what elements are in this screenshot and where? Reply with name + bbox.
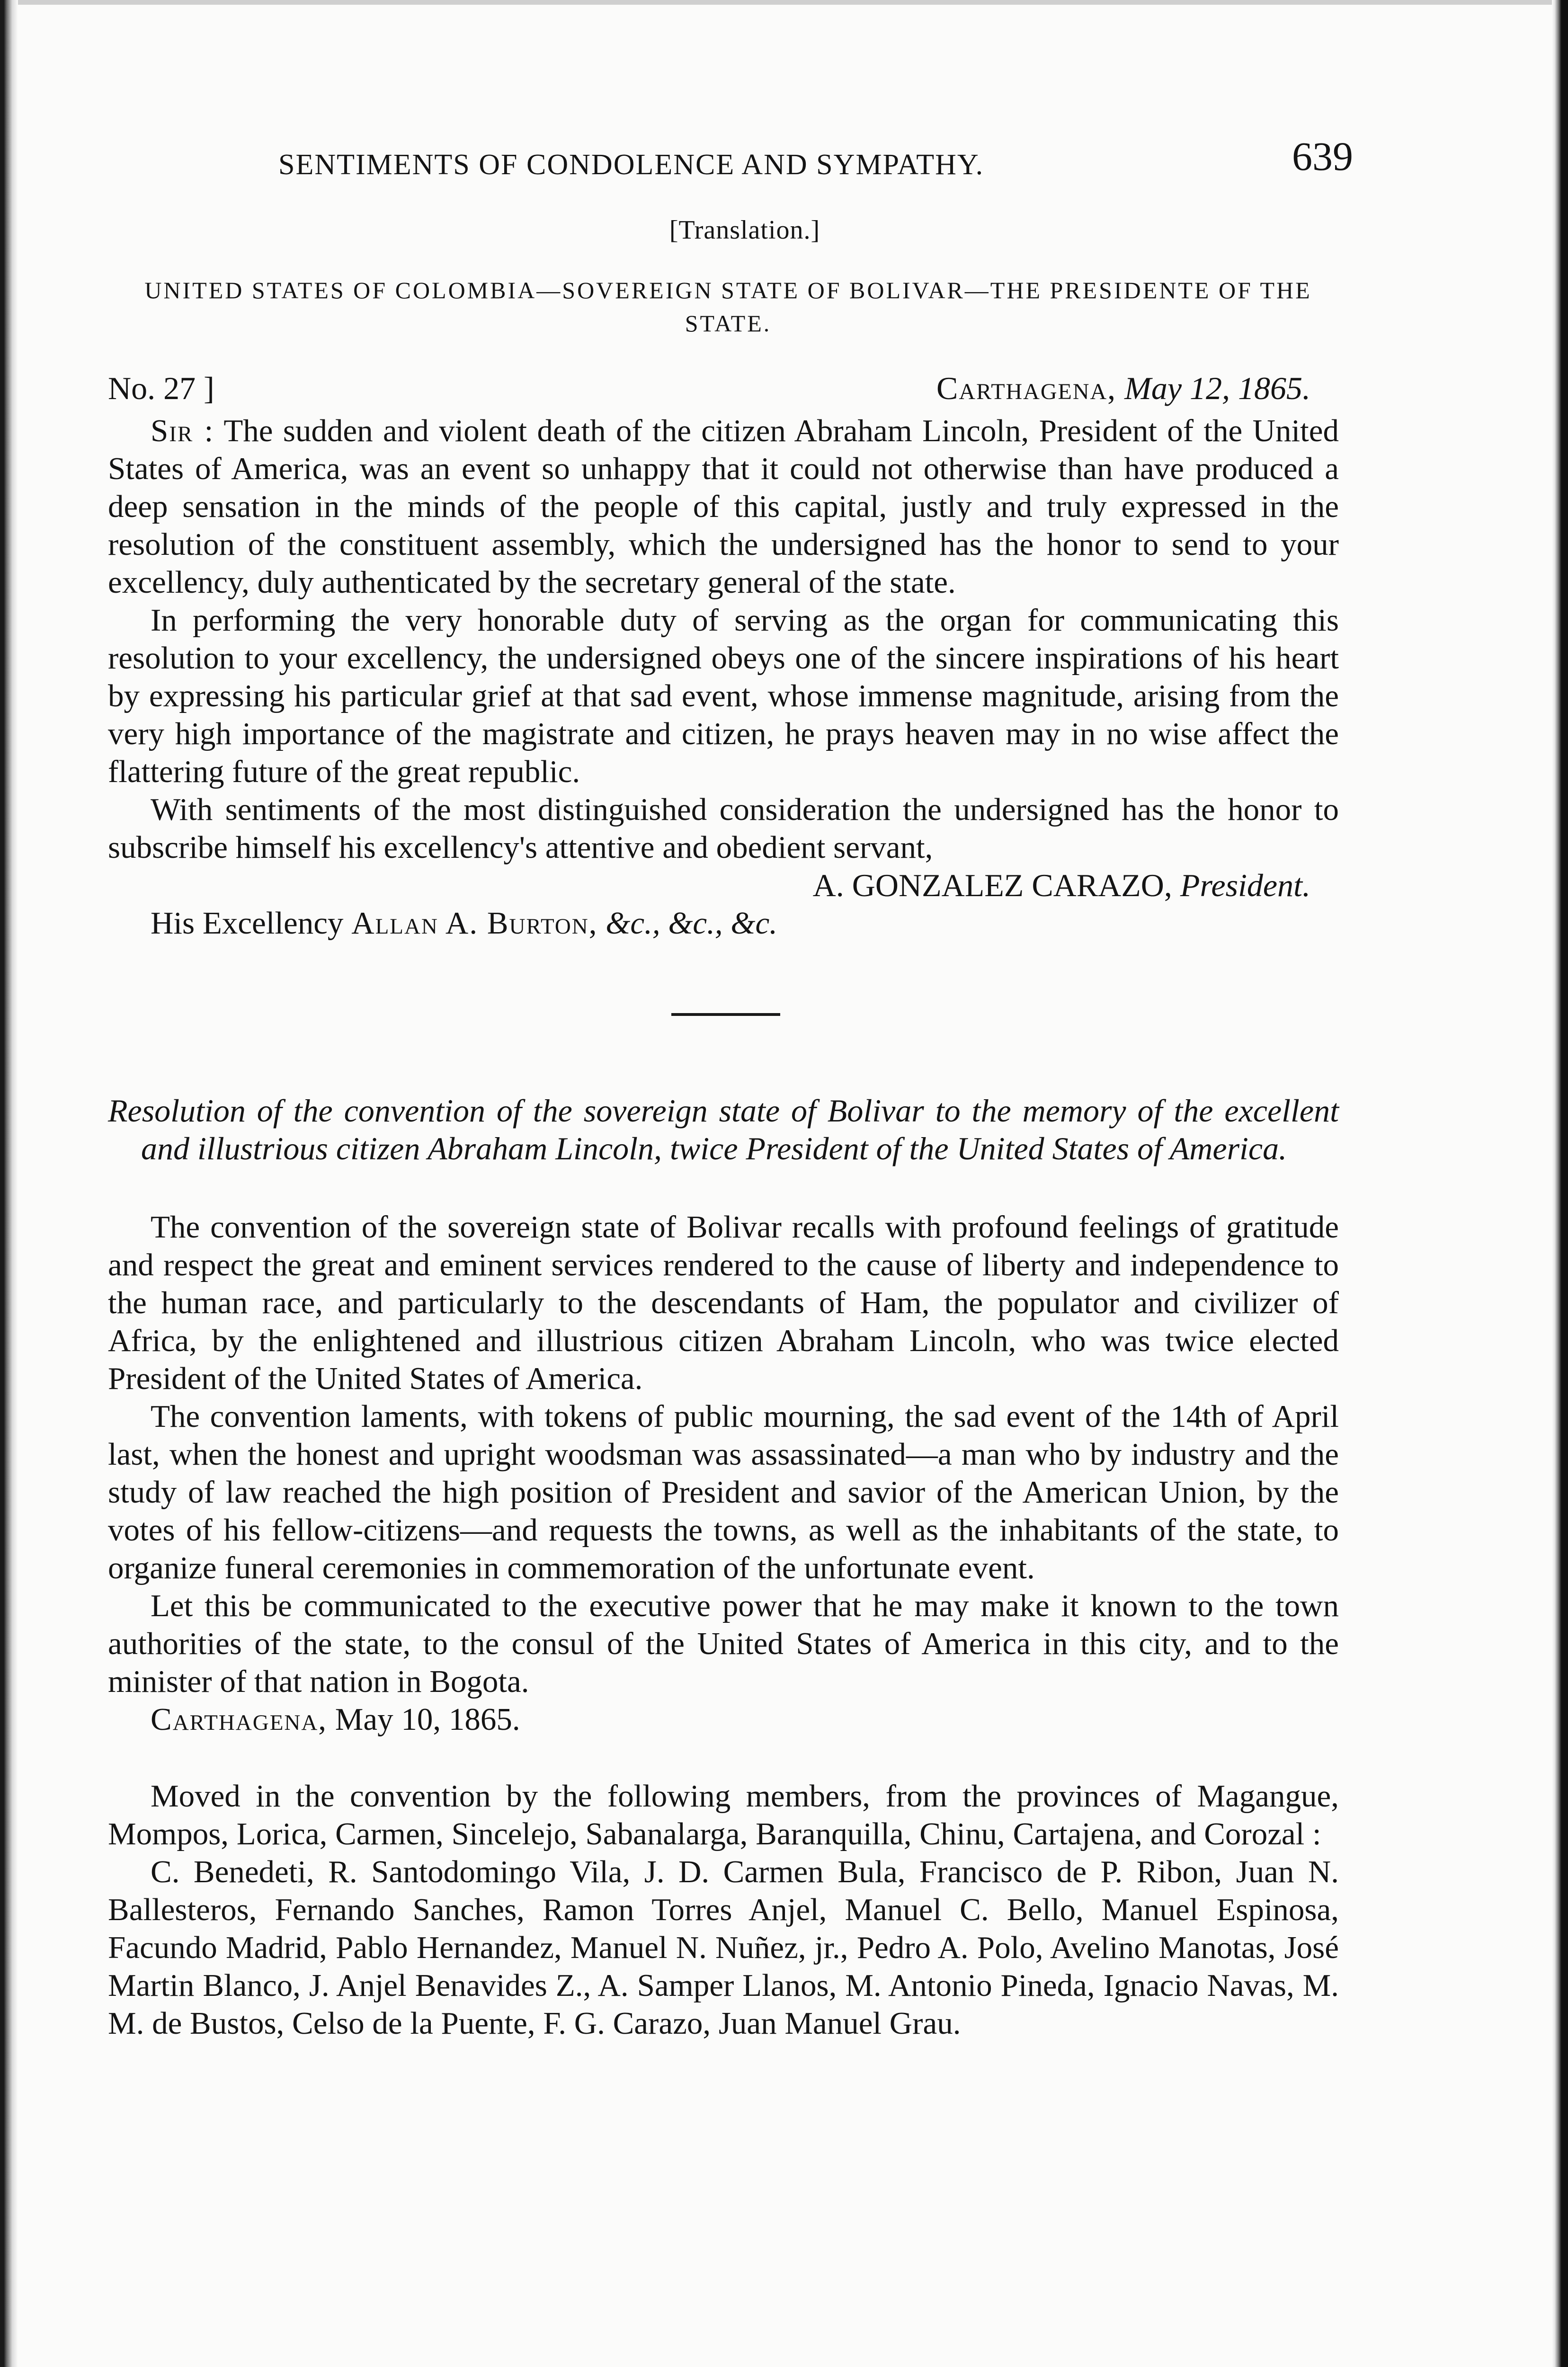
page-left-edge	[0, 0, 18, 2367]
translation-note: [Translation.]	[669, 215, 820, 245]
letter-paragraph-text: The sudden and violent death of the citizen Abraham Lincoln, President of the United States of America, was an event so unhappy that it could not otherwise than have produced a deep sensation in the minds of the people of this capital, justly and truly expressed in the resolution of the constituent assembly, which the undersigned has the honor to send to your excellency, duly authenticated by the secretary general of the state.	[108, 413, 1339, 600]
letter-heading: UNITED STATES OF COLOMBIA—SOVEREIGN STATE OF BOLIVAR—THE PRESIDENTE OF THE STATE.	[144, 277, 1312, 337]
addressee-name: Allan A. Burton,	[351, 906, 598, 941]
letter-paragraph	[108, 412, 1339, 601]
resolution-dateline	[108, 1700, 1339, 1738]
page-number: 639	[1292, 133, 1353, 179]
page-header	[108, 133, 1353, 181]
addressee-suffix: &c., &c., &c.	[606, 906, 778, 941]
letter-paragraph: In performing the very honorable duty of serving as the organ for communicating this resolution to your excellency, the undersigned obeys one of the sincere inspirations of his heart by expressing his particular grief at that sad event, whose immense magnitude, arising from the very high importance of the magistrate and citizen, he prays heaven may in no wise affect the flattering future of the great republic.	[108, 603, 1339, 789]
spacer	[108, 1167, 1339, 1208]
letter-number: No. 27 ]	[108, 370, 214, 406]
signature-title: President.	[1180, 867, 1310, 903]
section-divider	[671, 1013, 780, 1016]
letter-date: May 12, 1865.	[1124, 370, 1310, 406]
letter-signature	[108, 866, 1339, 904]
resolution-place: Carthagena,	[151, 1702, 328, 1737]
letter-place: Carthagena,	[936, 370, 1117, 406]
resolution-paragraph: The convention of the sovereign state of Bolivar recalls with profound feelings of gratitude and respect the great and eminent services rendered to the cause of liberty and independence to the human race, and particularly to the descendants of Ham, the populator and civilizer of Africa, by the enlightened and illustrious citizen Abraham Lincoln, who was twice elected President of the United States of America.	[108, 1210, 1339, 1396]
resolution-date: May 10, 1865.	[335, 1702, 520, 1737]
resolution-title: Resolution of the convention of the sovereign state of Bolivar to the memory of the excellent and illustrious citizen Abraham Lincoln, twice President of the United States of America.	[108, 1093, 1339, 1166]
letter-paragraph: With sentiments of the most distinguished consideration the undersigned has the honor to subscribe himself his excellency's attentive and obedient servant,	[108, 792, 1339, 865]
page-right-edge	[1552, 0, 1568, 2367]
member-list: C. Benedeti, R. Santodomingo Vila, J. D. Carmen Bula, Francisco de P. Ribon, Juan N. Ballesteros, Fernando Sanches, Ramon Torres Anjel, Manuel C. Bello, Manuel Espinosa, Facundo Madrid, Pablo Hernandez, Manuel N. Nuñez, jr., Pedro A. Polo, Avelino Manotas, José Martin Blanco, J. Anjel Benavides Z., A. Samper Llanos, M. Antonio Pineda, Ignacio Navas, M. M. de Bustos, Celso de la Puente, F. G. Carazo, Juan Manuel Grau.	[108, 1854, 1339, 2041]
running-head: SENTIMENTS OF CONDOLENCE AND SYMPATHY.	[278, 149, 984, 181]
moved-statement: Moved in the convention by the following members, from the provinces of Magangue, Mompos, Lorica, Carmen, Sincelejo, Sabanalarga, Baranquilla, Chinu, Cartajena, and Corozal :	[108, 1779, 1339, 1851]
letter-dateline	[108, 369, 1339, 412]
letter-place-date	[936, 369, 1310, 407]
page-top-edge	[0, 0, 1568, 5]
letter-salutation: Sir :	[151, 413, 214, 448]
signature-name: A. GONZALEZ CARAZO,	[812, 867, 1172, 903]
addressee-prefix: His Excellency	[151, 906, 344, 941]
page-content	[108, 133, 1353, 2042]
letter-addressee	[108, 904, 1339, 942]
spacer	[108, 1738, 1339, 1777]
resolution-paragraph: The convention laments, with tokens of public mourning, the sad event of the 14th of April last, when the honest and upright woodsman was assassinated—a man who by industry and the study of law reached the high position of President and savior of the American Union, by the votes of his fellow-citizens—and requests the towns, as well as the inhabitants of the state, to organize funeral ceremonies in commemoration of the unfortunate event.	[108, 1399, 1339, 1585]
resolution-paragraph: Let this be communicated to the executive power that he may make it known to the town authorities of the state, to the consul of the United States of America in this city, and to the minister of that nation in Bogota.	[108, 1588, 1339, 1699]
